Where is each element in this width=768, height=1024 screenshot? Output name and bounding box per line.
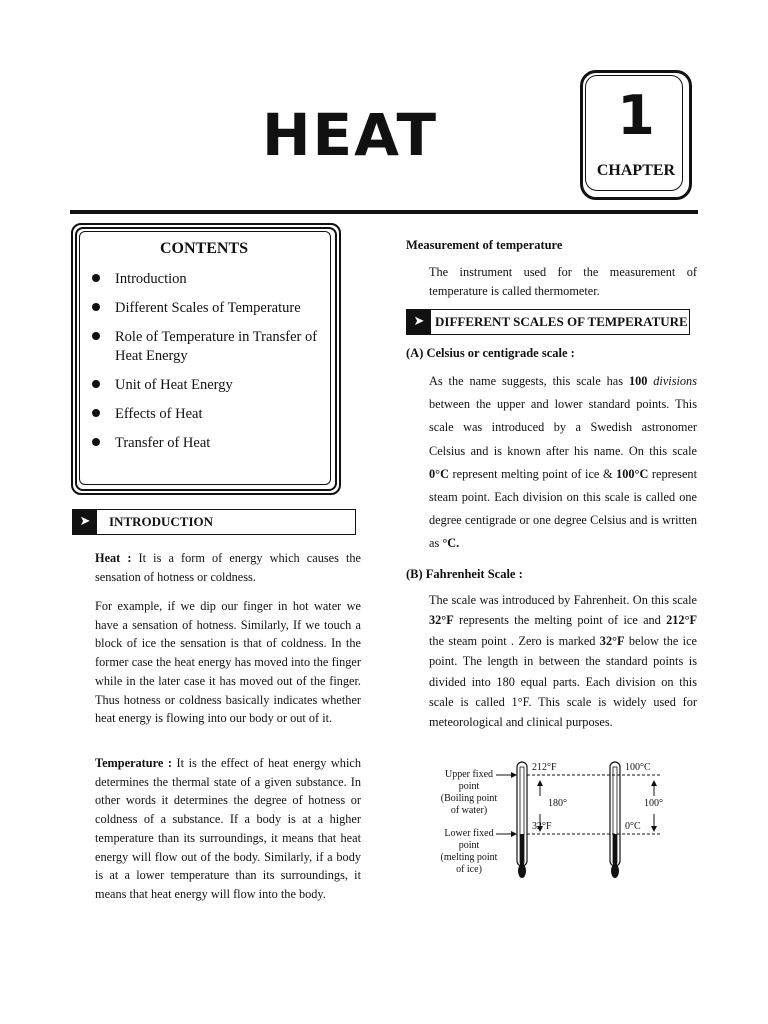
bullet-icon [92, 409, 100, 417]
fahrenheit-thermometer-bulb [518, 864, 526, 878]
fahrenheit-heading: (B) Fahrenheit Scale : [406, 567, 523, 581]
heat-definition [95, 549, 361, 586]
fahrenheit-bottom-value: 32°F [532, 821, 552, 832]
celsius-steam-point: 100°C [616, 466, 649, 481]
celsius-divisions-word: divisions [653, 374, 697, 388]
arrow-right-icon: ➤ [407, 310, 431, 334]
celsius-span-value: 100° [644, 798, 663, 809]
fahrenheit-text-2: represents the melting point of ice and [453, 613, 667, 628]
celsius-text-2: between the upper and lower standard points. This scale was introduced by a Swedish astronomer Celsius and is known after his name. On this scale [429, 397, 697, 458]
contents-item-label: Effects of Heat [115, 406, 203, 422]
temperature-definition [95, 754, 361, 904]
fahrenheit-top-value: 212°F [532, 762, 557, 773]
temperature-definition-text: It is the effect of heat energy which determines the thermal state of a given substance. In other words it determines the degree of hotness or coldness of a substance. If a body is at a higher temperature than its surroundings, it means that heat energy will flow out of the body. Similarly, if a body is at a lower temperature than its surroundings, it means that heat energy will flow into the body. [95, 756, 361, 901]
lower-label-line: Lower fixed [444, 828, 494, 839]
thermometer-diagram [428, 756, 698, 886]
contents-title: CONTENTS [159, 240, 249, 257]
contents-item-label: Different Scales of Temperature [115, 300, 301, 316]
upper-label-line: of water) [450, 805, 488, 816]
chapter-label: CHAPTER [596, 162, 676, 179]
fahrenheit-text-4: below the ice point. The length in between the standard points is divided into 180 equal parts. Each division on this scale is called 1°F. This scale is widely used for meteorological and clinical purposes. [429, 633, 697, 730]
bullet-icon [92, 380, 100, 388]
celsius-text-4: represent steam point. Each division on this scale is called one degree centigrade or one degree Celsius and is written as [429, 466, 697, 551]
fahrenheit-text-3: the steam point . Zero is marked [429, 633, 600, 648]
celsius-bottom-value: 0°C [625, 821, 641, 832]
celsius-ice-point: 0°C [429, 466, 449, 481]
fahrenheit-text-1: The scale was introduced by Fahrenheit. On this scale [429, 593, 697, 607]
celsius-text-3: represent melting point of ice & [448, 466, 617, 481]
scales-heading-bar [406, 309, 690, 335]
bullet-icon [92, 332, 100, 340]
contents-item-label: Role of Temperature in Transfer of Heat Energy [115, 329, 318, 364]
contents-item [90, 376, 330, 395]
contents-item [90, 270, 330, 289]
contents-item [90, 434, 330, 453]
temperature-term: Temperature : [95, 756, 172, 770]
fahrenheit-steam-point: 212°F [666, 613, 697, 628]
lower-label-line: point [458, 840, 480, 851]
fahrenheit-zero-offset: 32°F [599, 633, 625, 648]
header-divider [70, 210, 698, 214]
heat-term: Heat : [95, 551, 132, 565]
fahrenheit-span-value: 180° [548, 798, 567, 809]
introduction-heading: INTRODUCTION [109, 514, 214, 529]
celsius-divisions-count: 100 [628, 374, 648, 388]
bullet-icon [92, 438, 100, 446]
measurement-heading: Measurement of temperature [406, 238, 563, 252]
introduction-heading-bar [72, 509, 356, 535]
lower-label-line: of ice) [456, 864, 482, 875]
fahrenheit-paragraph [429, 590, 697, 733]
lower-label-line: (melting point [440, 852, 498, 863]
celsius-heading: (A) Celsius or centigrade scale : [406, 346, 575, 360]
heat-definition-text: It is a form of energy which causes the sensation of hotness or coldness. [95, 551, 361, 584]
chapter-title: HEAT [262, 101, 439, 169]
bullet-icon [92, 274, 100, 282]
celsius-symbol: °C. [442, 536, 460, 551]
contents-item-label: Introduction [115, 271, 187, 287]
contents-item [90, 405, 330, 424]
upper-label-line: Upper fixed [444, 769, 494, 780]
celsius-thermometer-bulb [611, 864, 619, 878]
upper-label-line: point [458, 781, 480, 792]
celsius-paragraph [429, 370, 697, 556]
upper-label-line: (Boiling point [440, 793, 498, 804]
arrow-right-icon: ➤ [73, 510, 97, 534]
thermometer-figure [428, 756, 698, 886]
fahrenheit-ice-point: 32°F [429, 613, 454, 628]
contents-item [90, 299, 330, 318]
contents-item-label: Transfer of Heat [115, 435, 211, 451]
contents-item-label: Unit of Heat Energy [115, 377, 233, 393]
heat-example-paragraph: For example, if we dip our finger in hot water we have a sensation of hotness. Similarly, If we touch a block of ice the sensation is that of coldness. In the former case the heat energy has moved into the finger while in the later case it has moved out of the finger. Thus hotness or coldness basically indicates whether heat energy is flowing into our body or out of it. [95, 599, 361, 726]
celsius-text-1: As the name suggests, this scale has [429, 374, 629, 388]
contents-list [90, 270, 330, 463]
bullet-icon [92, 303, 100, 311]
scales-heading: DIFFERENT SCALES OF TEMPERATURE [435, 314, 688, 329]
measurement-text: The instrument used for the measurement of temperature is called thermometer. [429, 265, 697, 298]
celsius-top-value: 100°C [625, 762, 651, 773]
chapter-number: 1 [617, 84, 655, 147]
contents-item [90, 328, 330, 366]
